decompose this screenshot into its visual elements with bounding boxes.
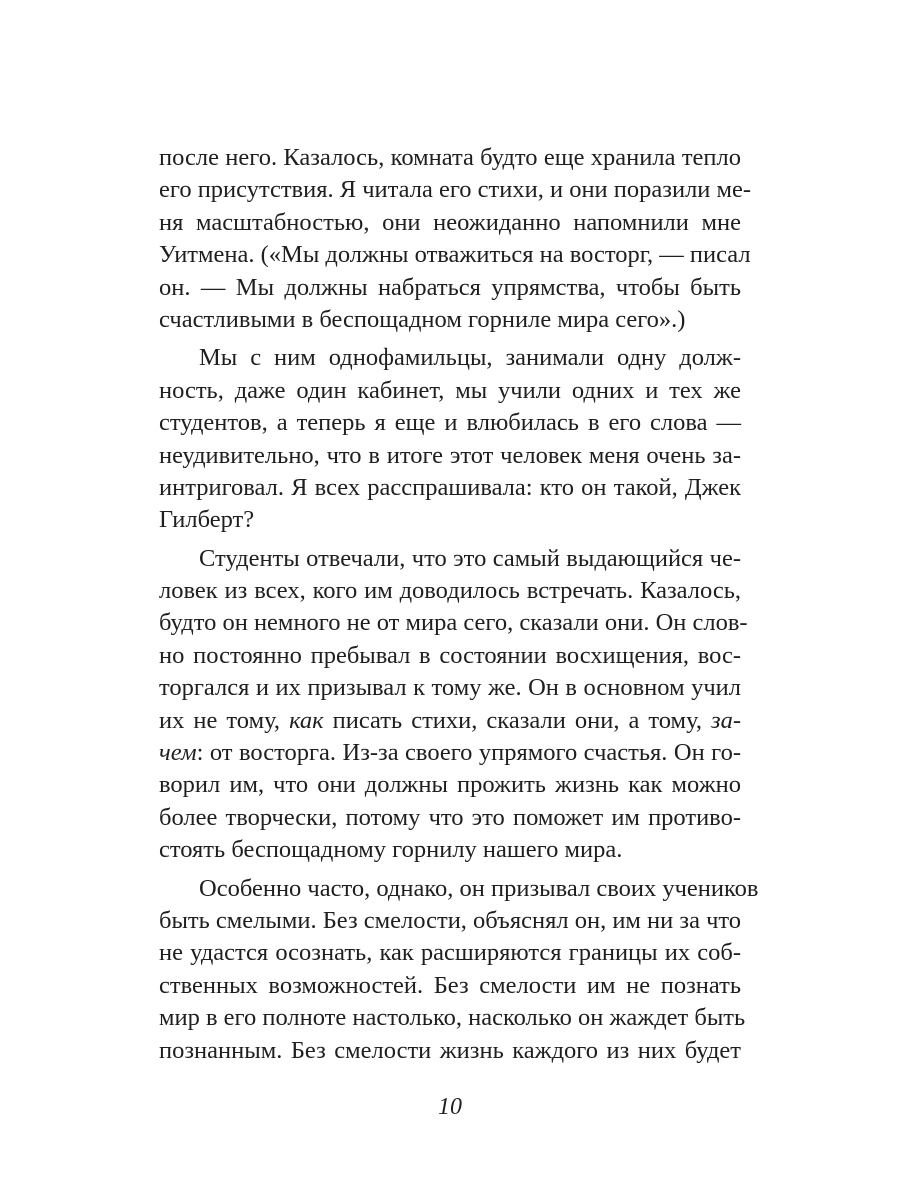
text-line: неудивительно, что в итоге этот человек меня очень за- [159,441,741,469]
text-line: он. — Мы должны набраться упрямства, чтобы быть [159,273,741,301]
body-text [159,142,759,1067]
italic-word: как [289,706,324,734]
text-line-with-italics [159,737,741,769]
text-line: торгался и их призывал к тому же. Он в основном учил [159,674,741,702]
text-line: мир в его полноте настолько, насколько он жаждет быть [159,1004,746,1032]
text-run: : от восторга. Из-за своего упрямого счастья. Он го- [196,739,741,767]
page-number: 10 [438,1094,462,1120]
text-line: познанным. Без смелости жизнь каждого из них будет [159,1036,741,1064]
text-line: Уитмена. («Мы должны отважиться на восторг, — писал [159,241,751,269]
text-line: после него. Казалось, комната будто еще хранила тепло [159,144,741,171]
text-line: быть смелыми. Без смелости, объяснял он, им ни за что [159,906,742,934]
text-line: будто он немного не от мира сего, сказали они. Он слов- [159,609,748,637]
paragraph-2 [159,342,741,536]
text-line: его присутствия. Я читала его стихи, и они поразили ме- [159,176,752,204]
text-line: ловек из всех, кого им доводилось встречать. Казалось, [159,577,741,605]
text-line-with-italics [159,705,741,737]
text-line: но постоянно пребывал в состоянии восхищения, вос- [159,641,741,669]
italic-word: за- [711,706,741,734]
text-line: Мы с ним однофамильцы, занимали одну долж- [199,344,741,372]
paragraph-3 [159,543,748,867]
text-line: ня масштабностью, они неожиданно напомнили мне [159,208,741,236]
text-run: их не тому, [159,706,290,734]
text-line: студентов, а теперь я еще и влюбилась в его слова — [159,409,741,437]
paragraph-4 [159,873,759,1067]
text-line: стоять беспощадному горнилу нашего мира. [159,836,623,864]
text-line: Гилберт? [159,506,255,534]
text-line: Особенно часто, однако, он призывал своих учеников [199,874,759,902]
text-line: Студенты отвечали, что это самый выдающийся че- [199,544,741,572]
text-line: ворил им, что они должны прожить жизнь как можно [159,771,741,799]
text-line: не удастся осознать, как расширяются границы их соб- [159,939,741,967]
text-run: писать стихи, сказали они, а тому, [323,706,712,734]
text-line: интриговал. Я всех расспрашивала: кто он такой, Джек [159,473,741,501]
italic-word: чем [159,739,197,767]
text-line: ность, даже один кабинет, мы учили одних и тех же [159,376,741,404]
text-line: счастливыми в беспощадном горниле мира сего».) [159,305,686,333]
paragraph-1 [159,142,752,336]
text-line: более творчески, потому что это поможет им противо- [159,803,741,831]
text-line: ственных возможностей. Без смелости им не познать [159,971,741,999]
